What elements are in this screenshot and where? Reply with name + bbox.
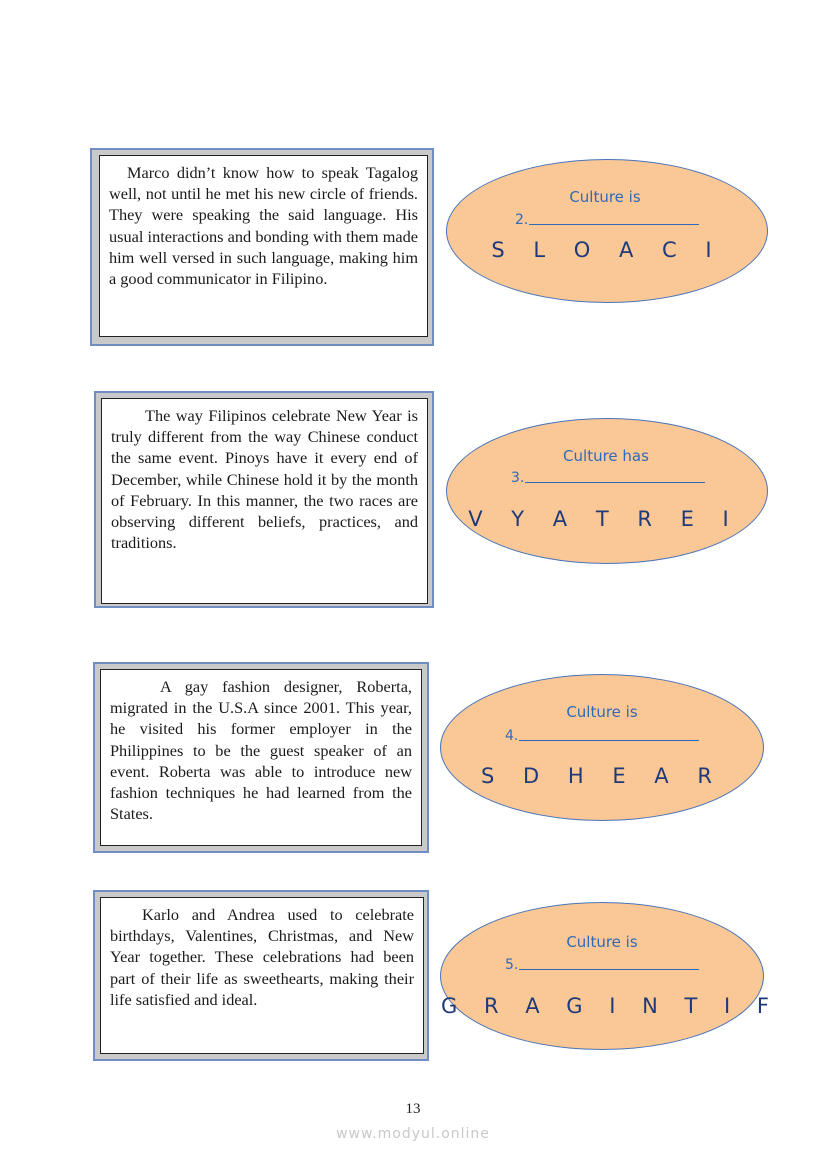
page-number: 13 bbox=[405, 1101, 421, 1117]
blank-line bbox=[525, 482, 705, 483]
blank-line bbox=[519, 969, 699, 970]
answer-ellipse-5 bbox=[440, 902, 779, 1050]
scenario-text-4: A gay fashion designer, Roberta, migrated in the U.S.A since 2001. This year, he visited his former employer in the Philippines to be the guest speaker of an event. Roberta was able to introduce new fashion techniques he had learned from the States. bbox=[110, 677, 412, 824]
answer-ellipse-3 bbox=[446, 418, 768, 564]
prompt-label-5: Culture is bbox=[566, 933, 638, 951]
scenario-box-2 bbox=[99, 155, 428, 337]
scenario-box-3 bbox=[101, 398, 428, 604]
scenario-text-3: The way Filipinos celebrate New Year is truly different from the way Chinese conduct the same event. Pinoys have it every end of December, while Chinese hold it by the month of February. In this manner, the two races are observing different beliefs, practices, and traditions. bbox=[111, 406, 418, 553]
item-number-2: 2. bbox=[515, 212, 529, 228]
item-number-4: 4. bbox=[505, 728, 519, 744]
watermark: www.modyul.online bbox=[336, 1126, 490, 1142]
answer-blank-5[interactable] bbox=[505, 957, 699, 973]
answer-ellipse-4 bbox=[440, 674, 764, 821]
scenario-text-5: Karlo and Andrea used to celebrate birthdays, Valentines, Christmas, and New Year together. These celebrations had been part of their life as sweethearts, making their life satisfied and ideal. bbox=[110, 905, 414, 1009]
answer-blank-3[interactable] bbox=[511, 470, 705, 486]
jumbled-word-4: S D H E A R bbox=[481, 764, 723, 788]
blank-line bbox=[529, 224, 699, 225]
prompt-label-4: Culture is bbox=[566, 703, 638, 721]
blank-line bbox=[519, 740, 699, 741]
scenario-text-2: Marco didn’t know how to speak Tagalog well, not until he met his new circle of friends. They were speaking the said language. His usual interactions and bonding with them made him well versed in such language, making him a good communicator in Filipino. bbox=[109, 163, 418, 289]
answer-blank-4[interactable] bbox=[505, 728, 699, 744]
prompt-label-2: Culture is bbox=[569, 188, 641, 206]
item-number-5: 5. bbox=[505, 957, 519, 973]
scenario-box-5 bbox=[100, 897, 424, 1054]
prompt-label-3: Culture has bbox=[563, 447, 649, 465]
scenario-box-4 bbox=[100, 669, 422, 846]
jumbled-word-2: S L O A C I bbox=[491, 238, 723, 262]
jumbled-word-3: V Y A T R E I bbox=[468, 507, 740, 531]
answer-ellipse-2 bbox=[446, 159, 768, 303]
answer-blank-2[interactable] bbox=[515, 212, 699, 228]
item-number-3: 3. bbox=[511, 470, 525, 486]
jumbled-word-5: G R A G I N T I F bbox=[441, 994, 779, 1018]
